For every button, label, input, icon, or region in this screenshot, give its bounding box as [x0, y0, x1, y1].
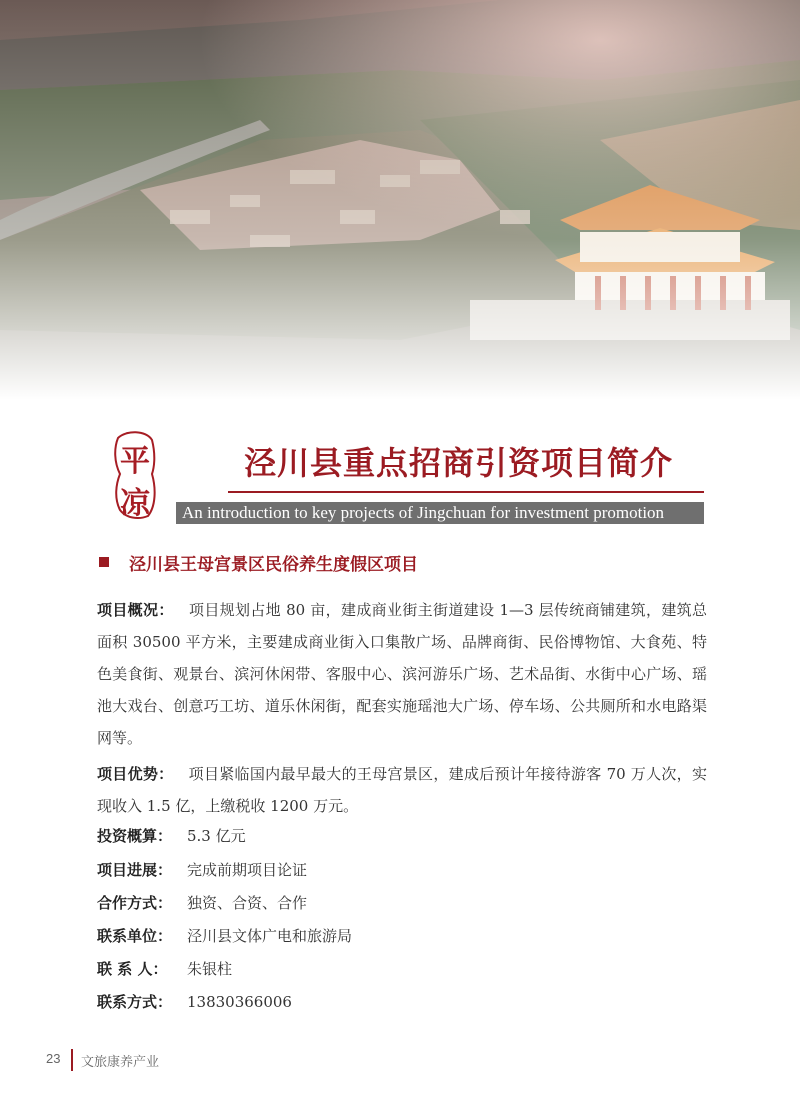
overview-label: 项目概况：	[97, 601, 174, 619]
contact-unit-value: 泾川县文体广电和旅游局	[187, 927, 353, 945]
section-square-icon	[99, 557, 109, 567]
contact-unit-label: 联系单位：	[97, 927, 173, 945]
english-subtitle: An introduction to key projects of Jingchuan for investment promotion	[182, 503, 665, 522]
progress-row	[97, 858, 307, 882]
footer-section-label: 文旅康养产业	[81, 1055, 160, 1070]
contact-phone-value: 13830366006	[187, 993, 292, 1011]
contact-phone-label: 联系方式：	[97, 993, 173, 1011]
progress-label: 项目进展：	[97, 861, 173, 879]
overview-text: 项目规划占地 80 亩，建成商业街主街道建设 1—3 层传统商铺建筑，建筑总面积 30500 平方米，主要建成商业街入口集散广场、品牌商街、民俗博物馆、大食苑、特色美食街、观景台、滨河休闲带、客服中心、滨河游乐广场、艺术品街、水街中心广场、瑶池大戏台、创意巧工坊、道乐休闲街，配套实施瑶池大广场、停车场、公共厕所和水电路渠网等。	[97, 601, 707, 747]
title-divider	[228, 491, 704, 493]
investment-value: 5.3 亿元	[187, 827, 246, 845]
cooperation-row	[97, 891, 307, 915]
investment-label: 投资概算：	[97, 827, 173, 845]
contact-phone-row	[97, 990, 292, 1014]
advantage-paragraph	[97, 758, 707, 822]
contact-unit-row	[97, 924, 352, 948]
seal-char-ping: 平	[120, 444, 150, 479]
advantage-label: 项目优势：	[97, 765, 174, 783]
contact-person-label: 联 系 人：	[97, 960, 168, 978]
section-title: 泾川县王母宫景区民俗养生度假区项目	[129, 555, 418, 575]
contact-person-row	[97, 957, 232, 981]
footer-divider	[71, 1049, 73, 1071]
hero-photo	[0, 0, 800, 400]
progress-value: 完成前期项目论证	[187, 861, 308, 879]
overview-paragraph	[97, 594, 707, 754]
investment-row	[97, 824, 246, 848]
page-number: 23	[46, 1051, 61, 1066]
page-title: 泾川县重点招商引资项目简介	[244, 444, 674, 482]
cooperation-label: 合作方式：	[97, 894, 173, 912]
seal-char-liang: 凉	[120, 486, 150, 521]
contact-person-value: 朱银柱	[187, 960, 233, 978]
landscape-temple-image	[0, 0, 800, 400]
pingliang-seal	[112, 428, 158, 520]
cooperation-value: 独资、合资、合作	[187, 894, 308, 912]
advantage-text: 项目紧临国内最早最大的王母宫景区，建成后预计年接待游客 70 万人次，实现收入 1.5 亿，上缴税收 1200 万元。	[97, 765, 707, 815]
